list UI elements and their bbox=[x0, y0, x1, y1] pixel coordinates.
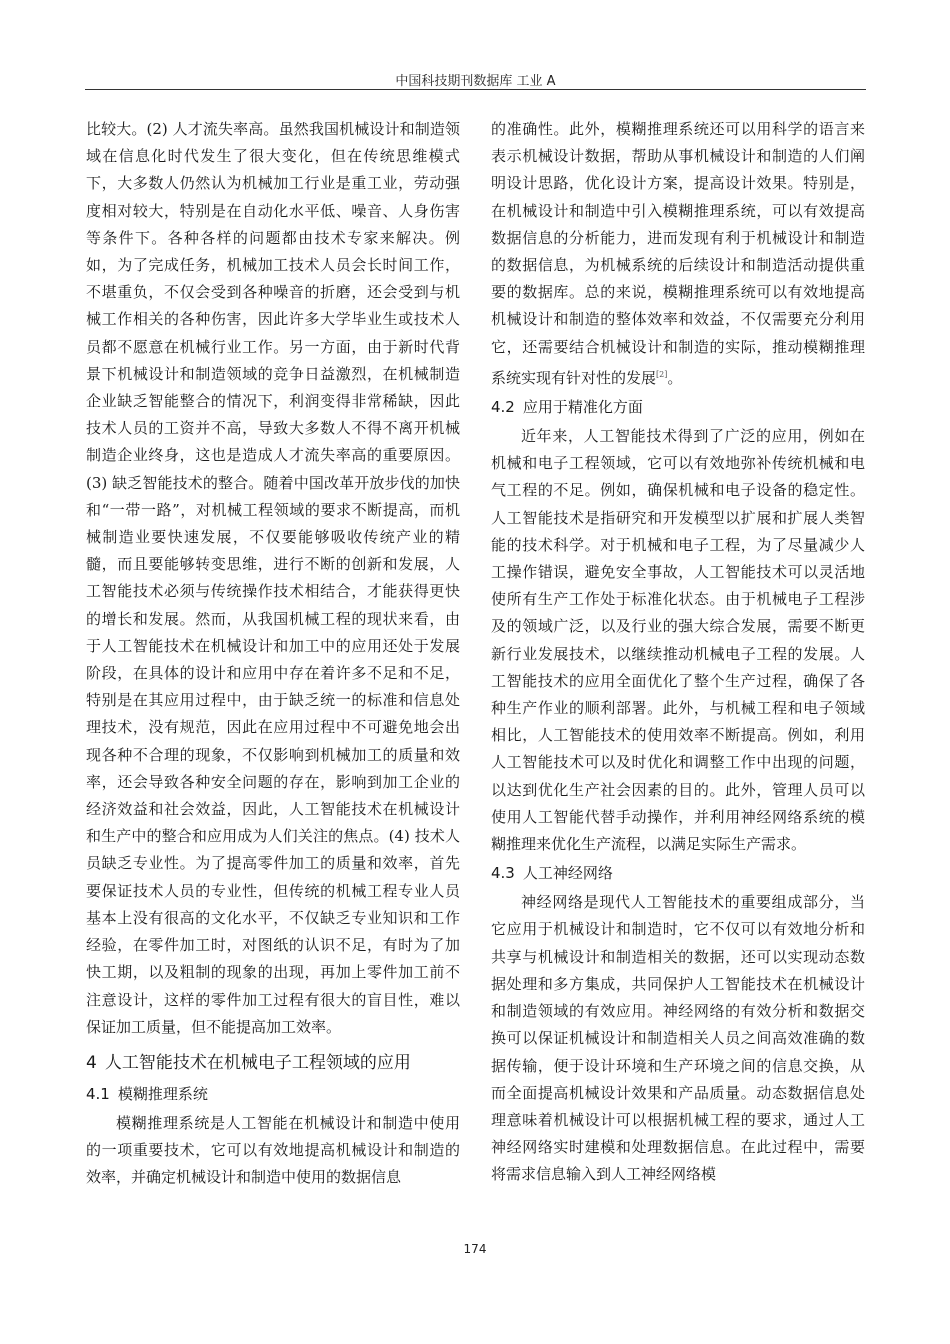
right-column bbox=[491, 116, 865, 1189]
paragraph: 比较大。(2) 人才流失率高。虽然我国机械设计和制造领域在信息化时代发生了很大变化，但在传统思维模式下，大多数人仍然认为机械加工行业是重工业，劳动强度相对较大，特别是在自动化水平低、噪音、人身伤害等条件下。各种各样的问题都由技术专家来解决。例如，为了完成任务，机械加工技术人员会长时间工作，不堪重负，不仅会受到各种噪音的折磨，还会受到与机械工作相关的各种伤害，因此许多大学毕业生或技术人员都不愿意在机械行业工作。另一方面，由于新时代背景下机械设计和制造领域的竞争日益激烈，在机械制造企业缺乏智能整合的情况下，利润变得非常稀缺，因此技术人员的工资并不高，导致大多数人不得不离开机械制造企业终身，这也是造成人才流失率高的重要原因。(3) 缺乏智能技术的整合。随着中国改革开放步伐的加快和“一带一路”，对机械工程领域的要求不断提高，而机械制造业要快速发展，不仅要能够吸收传统产业的精髓，而且要能够转变思维，进行不断的创新和发展，人工智能技术必须与传统操作技术相结合，才能获得更快的增长和发展。然而，从我国机械工程的现状来看，由于人工智能技术在机械设计和加工中的应用还处于发展阶段，在具体的设计和应用中存在着许多不足和不足，特别是在其应用过程中，由于缺乏统一的标准和信息处理技术，没有规范，因此在应用过程中不可避免地会出现各种不合理的现象，不仅影响到机械加工的质量和效率，还会导致各种安全问题的存在，影响到加工企业的经济效益和社会效益，因此，人工智能技术在机械设计和生产中的整合和应用成为人们关注的焦点。(4) 技术人员缺乏专业性。为了提高零件加工的质量和效率，首先要保证技术人员的专业性，但传统的机械工程专业人员基本上没有很高的文化水平，不仅缺乏专业知识和工作经验，在零件加工时，对图纸的认识不足，有时为了加快工期，以及粗制的现象的出现，再加上零件加工前不注意设计，这样的零件加工过程有很大的盲目性，难以保证加工质量，但不能提高加工效率。 bbox=[86, 120, 460, 1036]
paragraph: 神经网络是现代人工智能技术的重要组成部分，当它应用于机械设计和制造时，它不仅可以有效地分析和共享与机械设计和制造相关的数据，还可以实现动态数据处理和多方集成，共同保护人工智能技术在机械设计和制造领域的有效应用。神经网络的有效分析和数据交换可以保证机械设计和制造相关人员之间高效准确的数据传输，便于设计环境和生产环境之间的信息交换，从而全面提高机械设计效果和产品质量。动态数据信息处理意味着机械设计可以根据机械工程的要求，通过人工神经网络实时建模和处理数据信息。在此过程中，需要将需求信息输入到人工神经网络模 bbox=[491, 893, 865, 1184]
subsection-title: 人工神经网络 bbox=[522, 864, 613, 883]
running-header: 中国科技期刊数据库 工业 A bbox=[395, 74, 556, 89]
section-heading-4 bbox=[86, 1049, 460, 1077]
citation-marker: [2] bbox=[656, 369, 668, 379]
paragraph: 模糊推理系统是人工智能在机械设计和制造中使用的一项重要技术，它可以有效地提高机械设计和制造的效率，并确定机械设计和制造中使用的数据信息 bbox=[86, 1113, 460, 1187]
paragraph-end: 。 bbox=[667, 368, 683, 387]
section-number: 4 bbox=[86, 1052, 97, 1073]
left-column bbox=[86, 116, 460, 1192]
paragraph-text: 的准确性。此外，模糊推理系统还可以用科学的语言来表示机械设计数据，帮助从事机械设计和制造的人们阐明设计思路，优化设计方案，提高设计效果。特别是，在机械设计和制造中引入模糊推理系统，可以有效提高数据信息的分析能力，进而发现有利于机械设计和制造的数据信息，为机械系统的后续设计和制造活动提供重要的数据库。总的来说，模糊推理系统可以有效地提高机械设计和制造的整体效率和效益，不仅需要充分利用它，还需要结合机械设计和制造的实际，推动模糊推理系统实现有针对性的发展 bbox=[491, 120, 865, 387]
paragraph: 近年来，人工智能技术得到了广泛的应用，例如在机械和电子工程领域，它可以有效地弥补传统机械和电气工程的不足。例如，确保机械和电子设备的稳定性。人工智能技术是指研究和开发模型以扩展和扩展人类智能的技术科学。对于机械和电子工程，为了尽量减少人工操作错误，避免安全事故，人工智能技术可以灵活地使所有生产工作处于标准化状态。由于机械电子工程涉及的领域广泛，以及行业的强大综合发展，需要不断更新行业发展技术，以继续推动机械电子工程的发展。人工智能技术的应用全面优化了整个生产过程，确保了各种生产作业的顺利部署。此外，与机械工程和电子领域相比，人工智能技术的使用效率不断提高。例如，利用人工智能技术可以及时优化和调整工作中出现的问题，以达到优化生产社会因素的目的。此外，管理人员可以使用人工智能代替手动操作，并利用神经网络系统的模糊推理来优化生产流程，以满足实际生产需求。 bbox=[491, 427, 865, 854]
subsection-number: 4.1 bbox=[86, 1084, 110, 1103]
subsection-number: 4.3 bbox=[491, 864, 515, 883]
subsection-number: 4.2 bbox=[491, 398, 515, 417]
subsection-heading-4-2 bbox=[491, 394, 865, 421]
subsection-heading-4-1 bbox=[86, 1081, 460, 1108]
section-title: 人工智能技术在机械电子工程领域的应用 bbox=[104, 1052, 411, 1073]
paragraph bbox=[491, 116, 865, 392]
header-divider bbox=[85, 89, 866, 90]
page-number: 174 bbox=[463, 1242, 487, 1256]
subsection-heading-4-3 bbox=[491, 860, 865, 887]
subsection-title: 模糊推理系统 bbox=[117, 1084, 208, 1103]
subsection-title: 应用于精准化方面 bbox=[522, 398, 643, 417]
